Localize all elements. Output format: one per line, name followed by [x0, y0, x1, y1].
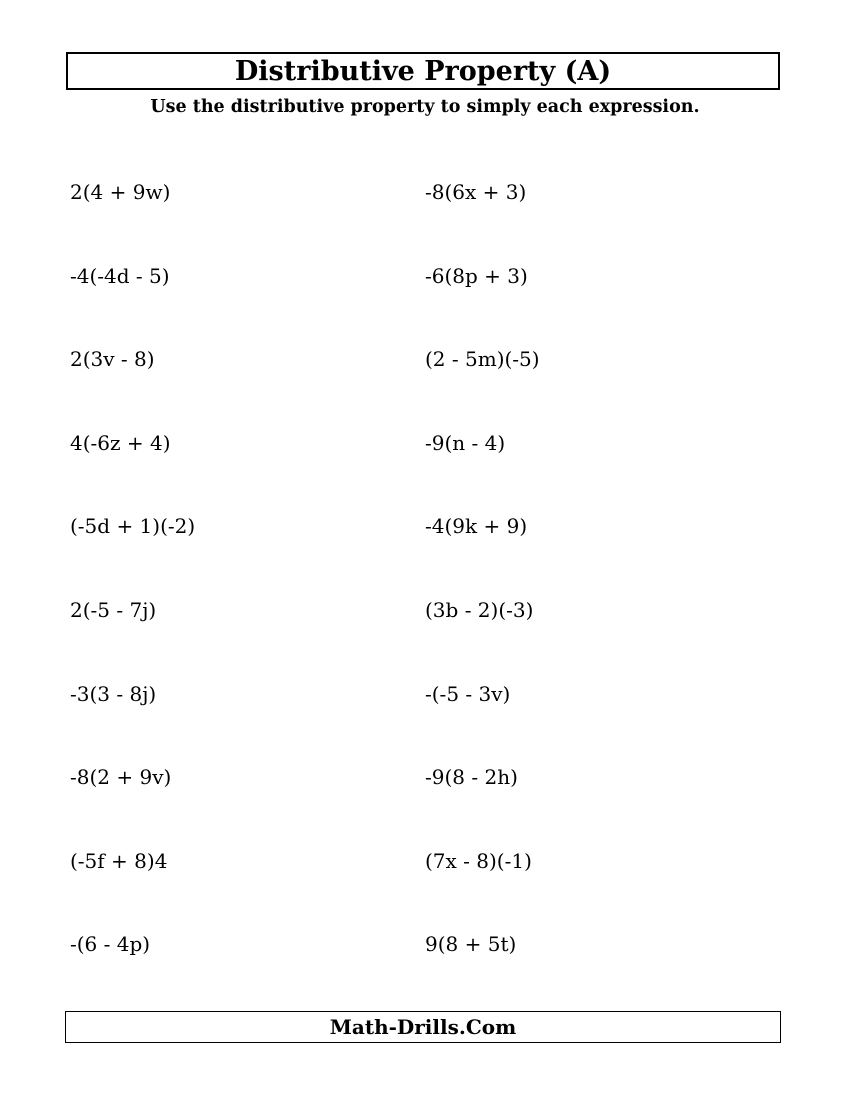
problem-expression: (-5d + 1)(-2) [70, 514, 196, 538]
problem-row [0, 766, 850, 792]
problem-row [0, 181, 850, 207]
problem-expression: -9(n - 4) [425, 431, 506, 455]
problem-row [0, 265, 850, 291]
problem-expression: (2 - 5m)(-5) [425, 347, 540, 371]
problem-expression: 4(-6z + 4) [70, 431, 171, 455]
problem-row [0, 683, 850, 709]
problem-expression: -3(3 - 8j) [70, 682, 157, 706]
problem-row [0, 432, 850, 458]
problem-expression: 2(4 + 9w) [70, 180, 171, 204]
problem-expression: (-5f + 8)4 [70, 849, 168, 873]
footer-site-name: Math-Drills.Com [329, 1015, 517, 1039]
problem-expression: -4(-4d - 5) [70, 264, 170, 288]
problem-expression: 2(3v - 8) [70, 347, 155, 371]
problem-row [0, 515, 850, 541]
worksheet-title: Distributive Property (A) [234, 55, 612, 87]
problem-expression: 2(-5 - 7j) [70, 598, 157, 622]
footer-box [65, 1011, 781, 1043]
problem-expression: (3b - 2)(-3) [425, 598, 534, 622]
problem-expression: -9(8 - 2h) [425, 765, 518, 789]
problem-expression: (7x - 8)(-1) [425, 849, 532, 873]
problem-expression: -(-5 - 3v) [425, 682, 511, 706]
problem-expression: -6(8p + 3) [425, 264, 528, 288]
problem-expression: 9(8 + 5t) [425, 932, 517, 956]
worksheet-instructions: Use the distributive property to simply each expression. [150, 97, 700, 117]
problem-expression: -8(2 + 9v) [70, 765, 172, 789]
problem-expression: -(6 - 4p) [70, 932, 151, 956]
problem-expression: -4(9k + 9) [425, 514, 528, 538]
problem-expression: -8(6x + 3) [425, 180, 527, 204]
problem-row [0, 850, 850, 876]
problem-row [0, 933, 850, 959]
problem-row [0, 348, 850, 374]
problem-row [0, 599, 850, 625]
